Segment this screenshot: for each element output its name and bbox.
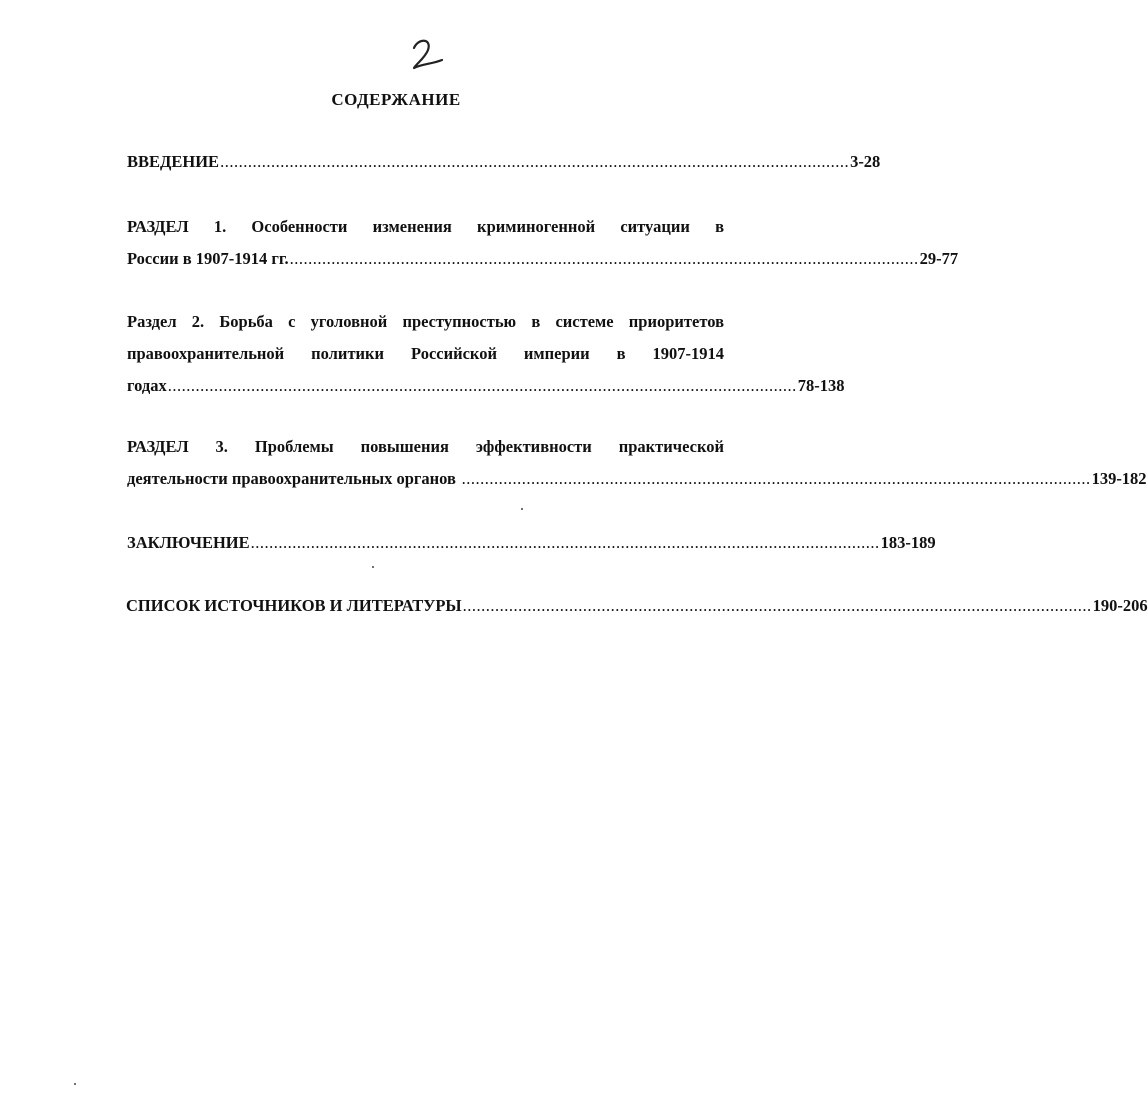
scan-speck [74, 1083, 76, 1085]
dot-leader: ........................................................................................................................................ [456, 469, 1091, 488]
toc-pages: 190-206 [1092, 596, 1148, 615]
toc-label-line: РАЗДЕЛ 3. Проблемы повышения эффективности практической [127, 437, 724, 456]
page-title: СОДЕРЖАНИЕ [331, 90, 461, 109]
toc-entry-bibliography[interactable] [126, 596, 1148, 616]
toc-label-line: годах [127, 376, 167, 395]
toc-pages: 78-138 [797, 376, 845, 395]
toc-pages: 139-182 [1091, 469, 1147, 488]
toc-label: СПИСОК ИСТОЧНИКОВ И ЛИТЕРАТУРЫ [126, 596, 462, 615]
dot-leader: ........................................................................................................................................ [462, 596, 1092, 615]
toc-label-line: деятельности правоохранительных органов [127, 469, 456, 488]
dot-leader: ........................................................................................................................................ [220, 152, 850, 171]
toc-entry-section-2[interactable] [127, 312, 845, 396]
scan-speck [521, 508, 523, 510]
toc-pages: 29-77 [919, 249, 959, 268]
toc-label-line: РАЗДЕЛ 1. Особенности изменения криминогенной ситуации в [127, 217, 724, 236]
toc-label-line: России в 1907-1914 гг. [127, 249, 289, 268]
toc-entry-intro[interactable] [127, 152, 881, 172]
dot-leader: ........................................................................................................................................ [289, 249, 919, 268]
toc-label: ЗАКЛЮЧЕНИЕ [127, 533, 250, 552]
toc-entry-section-3[interactable] [127, 437, 1147, 489]
toc-pages: 3-28 [850, 152, 881, 171]
handwritten-page-number [408, 34, 448, 74]
toc-entry-conclusion[interactable] [127, 533, 936, 553]
toc-entry-section-1[interactable] [127, 217, 959, 269]
dot-leader: ........................................................................................................................................ [167, 376, 797, 395]
toc-label-line: правоохранительной политики Российской империи в 1907-1914 [127, 344, 724, 363]
dot-leader: ........................................................................................................................................ [250, 533, 880, 552]
toc-label-line: Раздел 2. Борьба с уголовной преступностью в системе приоритетов [127, 312, 724, 331]
toc-label: ВВЕДЕНИЕ [127, 152, 220, 171]
toc-pages: 183-189 [880, 533, 936, 552]
scan-speck [372, 566, 374, 568]
